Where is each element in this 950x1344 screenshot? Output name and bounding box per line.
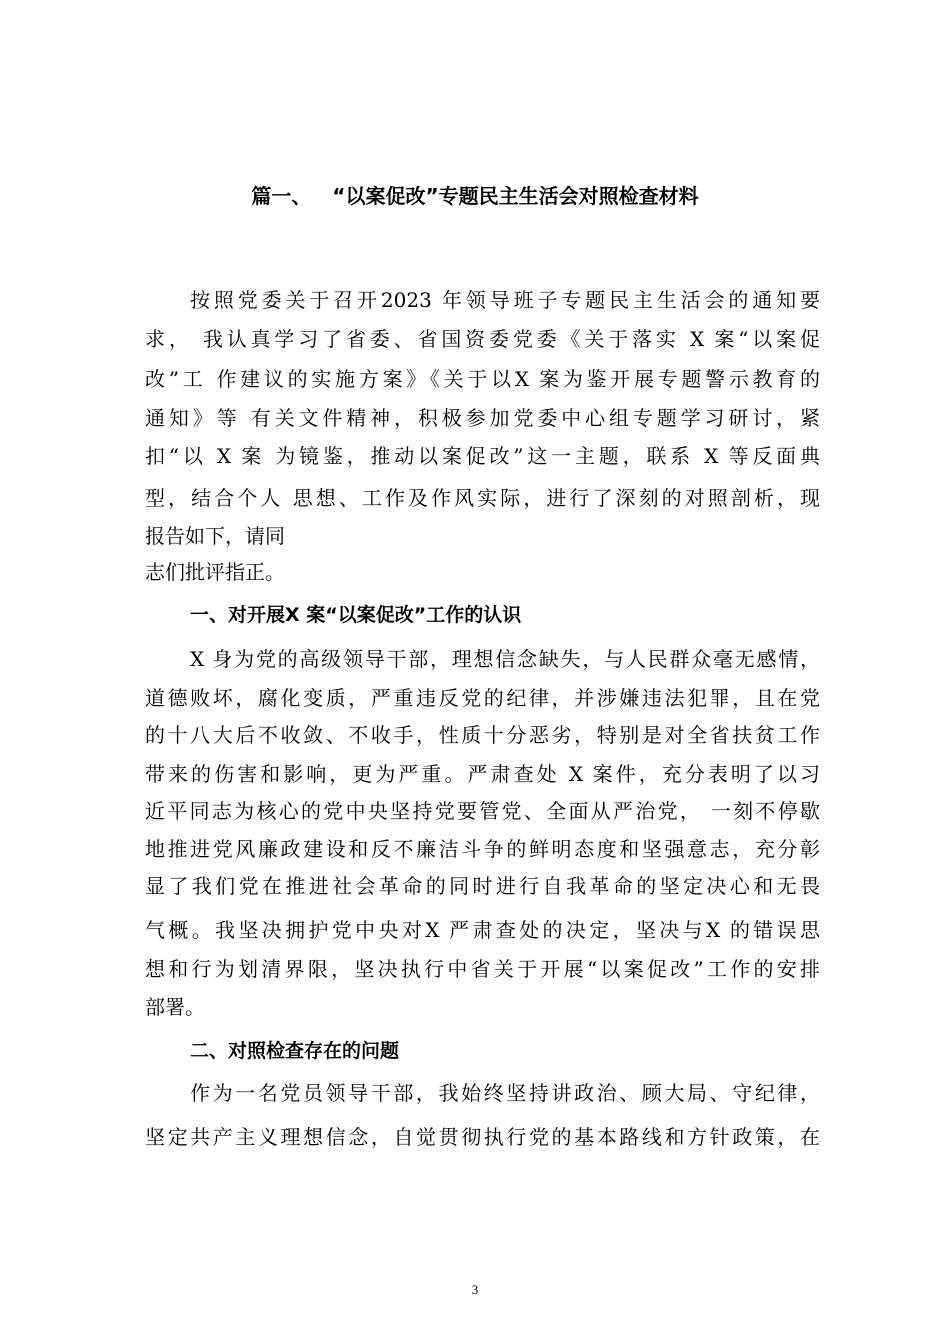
intro-line: 通知》等 有关文件精神，积极参加党委中心组专题学习研讨，紧 bbox=[145, 406, 820, 430]
section1-line: 道德败坏，腐化变质，严重违反党的纪律，并涉嫌违法犯罪，且在党 bbox=[145, 686, 820, 710]
section2-line: 坚定共产主义理想信念，自觉贯彻执行党的基本路线和方针政策，在 bbox=[145, 1125, 820, 1149]
document-title: 篇一、 “以案促改”专题民主生活会对照检查材料 bbox=[251, 184, 699, 208]
section1-line: 近平同志为核心的党中央坚持党要管党、全面从严治党， 一刻不停歇 bbox=[145, 799, 820, 823]
section1-line: 地推进党风廉政建设和反不廉洁斗争的鲜明态度和坚强意志，充分彰 bbox=[145, 837, 820, 861]
section-heading: 一、对开展X 案“以案促改”工作的认识 bbox=[190, 604, 522, 626]
intro-line: 扣“以 X 案 为镜鉴，推动以案促改”这一主题，联系 X 等反面典 bbox=[145, 444, 820, 468]
intro-line: 志们批评指正。 bbox=[145, 560, 285, 584]
section1-line: 气概。我坚决拥护党中央对X 严肃查处的决定，坚决与X 的错误思 bbox=[145, 918, 820, 942]
section1-line: 带来的伤害和影响，更为严重。严肃查处 X 案件，充分表明了以习 bbox=[145, 762, 820, 786]
section1-line: 的十八大后不收敛、不收手，性质十分恶劣，特别是对全省扶贫工作 bbox=[145, 723, 820, 747]
section1-line: 部署。 bbox=[145, 995, 205, 1019]
intro-line: 按照党委关于召开2023 年领导班子专题民主生活会的通知要 bbox=[190, 288, 820, 312]
section2-line: 作为一名党员领导干部，我始终坚持讲政治、顾大局、守纪律， bbox=[190, 1081, 820, 1105]
intro-line: 改”工 作建议的实施方案》《关于以X 案为鉴开展专题警示教育的 bbox=[145, 367, 820, 391]
intro-line: 型，结合个人 思想、工作及作风实际，进行了深刻的对照剖析，现 bbox=[145, 486, 820, 510]
section1-line: 显了我们党在推进社会革命的同时进行自我革命的坚定决心和无畏 bbox=[145, 874, 820, 898]
intro-line: 报告如下，请同 bbox=[145, 524, 285, 548]
page-number: 3 bbox=[471, 1282, 479, 1297]
intro-line: 求， 我认真学习了省委、省国资委党委《关于落实 X 案“以案促 bbox=[145, 327, 820, 351]
section1-line: 想和行为划清界限，坚决执行中省关于开展“以案促改”工作的安排 bbox=[145, 957, 820, 981]
section1-line: X 身为党的高级领导干部，理想信念缺失，与人民群众毫无感情， bbox=[190, 647, 820, 671]
section-heading: 二、对照检查存在的问题 bbox=[190, 1040, 400, 1062]
